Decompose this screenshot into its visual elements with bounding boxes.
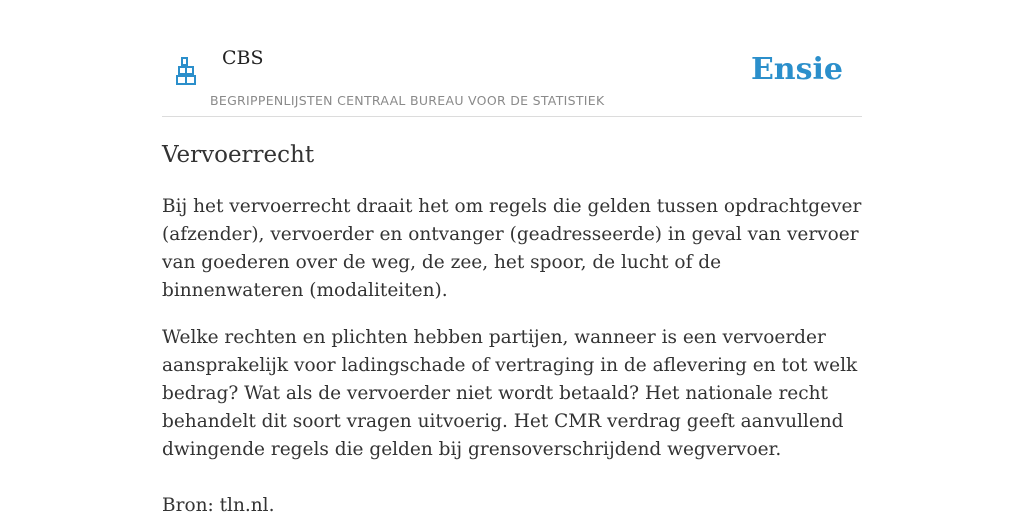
page-title: Vervoerrecht [162, 142, 315, 168]
source-line: Bron: tln.nl. [162, 495, 275, 512]
article-paragraph: Bij het vervoerrecht draait het om regels die gelden tussen opdrachtgever (afzender), vervoerder en ontvanger (geadresseerde) in geval van vervoer van goederen over de weg, de zee, het spoor, de lucht of de binnenwateren (modaliteiten). [162, 196, 862, 301]
brand-logo-link[interactable]: Ensie [750, 52, 843, 87]
cbs-logo-icon[interactable] [176, 57, 196, 85]
site-header [162, 0, 862, 117]
org-name[interactable]: CBS [222, 47, 264, 69]
article [162, 140, 862, 512]
article-paragraph: Welke rechten en plichten hebben partijen, wanneer is een vervoerder aansprakelijk voor ladingschade of vertraging in de aflevering en tot welk bedrag? Wat als de vervoerder niet wordt betaald? Het nationale recht behandelt dit soort vragen uitvoerig. Het CMR verdrag geeft aanvullend dwingende regels die gelden bij grensoverschrijdend wegvervoer. [162, 327, 858, 460]
org-subtitle: BEGRIPPENLIJSTEN CENTRAAL BUREAU VOOR DE STATISTIEK [210, 93, 605, 108]
